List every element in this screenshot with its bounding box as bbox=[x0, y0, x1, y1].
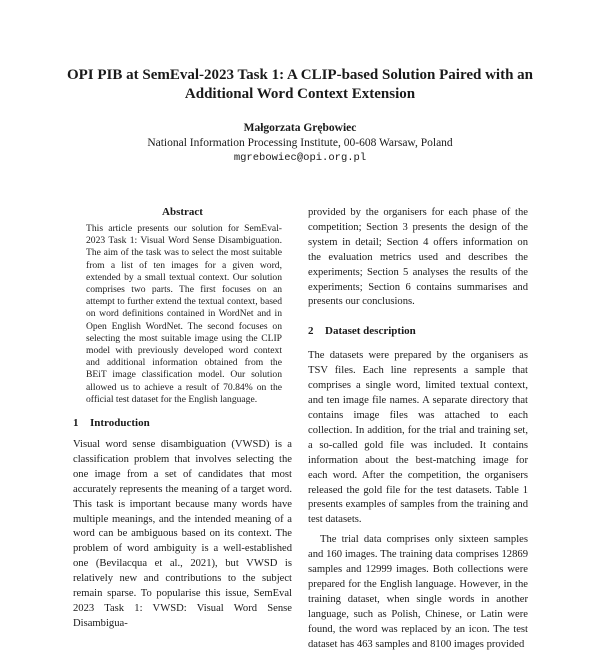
dataset-paragraph-2: The trial data comprises only sixteen samples and 160 images. The training data comprises 12869 samples and 12999 images. Both collections were prepared for the English language. However, in the training dataset, when single words in another language, such as Polish, Chinese, or Latin were found, the word was replaced by an icon. The test dataset has 463 samples and 8100 images provided bbox=[308, 534, 528, 650]
author-name: Małgorzata Grębowiec bbox=[243, 122, 357, 134]
dataset-paragraph-1: The datasets were prepared by the organisers as TSV files. Each line represents a sample that comprises a single word, limited textual context, and ten image file names. A separate directory that contains image files was attached to each collection. In addition, for the trial and training set, a so-called gold file was included. It contains information about the best-matching image for each word. After the competition, the organisers released the gold file for the test datasets. Table 1 presents examples of samples from the training and test datasets. bbox=[308, 350, 528, 526]
paper-title-line-1: OPI PIB at SemEval-2023 Task 1: A CLIP-based Solution Paired with an bbox=[66, 67, 534, 83]
continuation-paragraph: provided by the organisers for each phase of the competition; Section 3 presents the design of the system in detail; Section 4 offers information on the evaluation metrics used and describes the experiments; Section 5 analyses the results of the experiments; Section 6 contains summarises and presents our conclusions. bbox=[308, 207, 528, 308]
introduction-paragraph: Visual word sense disambiguation (VWSD) is a classification problem that involves selecting the one image from a set of candidates that most accurately represents the meaning of a target word. This task is important because many words have multiple meanings, and the intended meaning of a word can be ambiguous based on its context. The problem of word ambiguity is a well-established one (Bevilacqua et al., 2021), but VWSD is relatively new and contributions to the subject remain sparse. To popularise this issue, SemEval 2023 Task 1: VWSD: Visual Word Sense Disambigua- bbox=[73, 439, 292, 629]
abstract-heading: Abstract bbox=[162, 206, 203, 218]
paper-title-line-2: Additional Word Context Extension bbox=[184, 86, 416, 102]
left-column bbox=[73, 205, 292, 632]
section-number: 1 bbox=[73, 417, 79, 430]
section-title: Introduction bbox=[90, 417, 150, 430]
right-column bbox=[308, 206, 528, 652]
paper-title bbox=[40, 66, 560, 104]
abstract-text: This article presents our solution for SemEval-2023 Task 1: Visual Word Sense Disambiguation. The aim of the task was to select the most suitable from a list of ten images for a given word, extended by a small textual context. Our solution comprises two parts. The first focuses on an attempt to further extend the textual context, based on word definitions contained in WordNet and in Open English WordNet. The second focuses on selecting the most suitable image using the CLIP model with previously developed word context and additional information obtained from the BEiT image classification model. Our solution allowed us to achieve a result of 70.84% on the official test dataset for the English language. bbox=[86, 223, 282, 405]
author-email: mgrebowiec@opi.org.pl bbox=[233, 152, 367, 164]
section-title: Dataset description bbox=[325, 325, 416, 338]
section-number: 2 bbox=[308, 325, 314, 338]
section-heading-introduction bbox=[73, 416, 292, 431]
section-heading-dataset bbox=[308, 324, 528, 339]
author-affiliation: National Information Processing Institute, 00-608 Warsaw, Poland bbox=[147, 137, 453, 149]
